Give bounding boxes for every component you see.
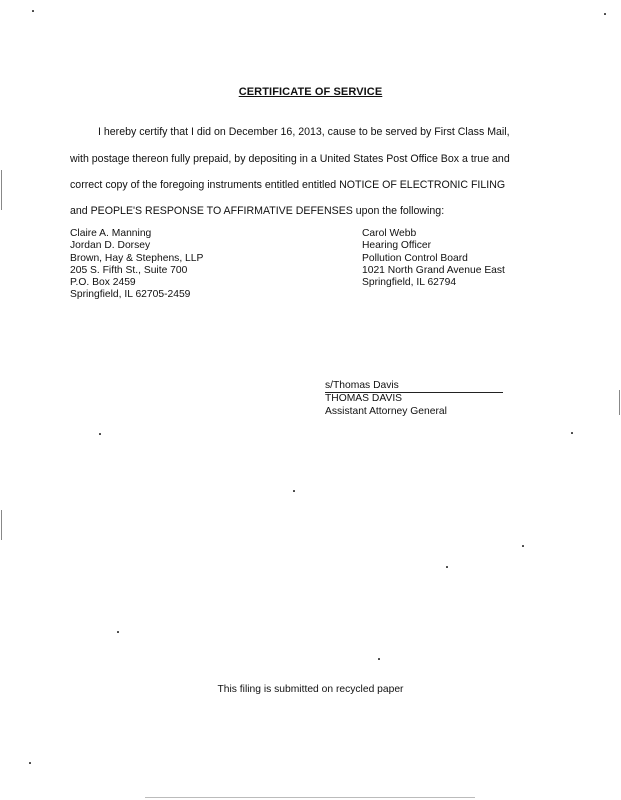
scan-speck — [32, 10, 34, 12]
recipient-left-line-3: Brown, Hay & Stephens, LLP — [70, 252, 204, 264]
signature-block — [325, 380, 503, 418]
scan-speck — [571, 432, 573, 434]
scan-edge-mark — [1, 510, 2, 540]
scan-speck — [99, 433, 101, 435]
recipient-right-line-4: 1021 North Grand Avenue East — [362, 264, 505, 276]
recipient-right-address — [362, 228, 505, 289]
recipient-left-address — [70, 228, 203, 302]
signature-line: s/Thomas Davis — [325, 380, 503, 393]
body-line-1: I hereby certify that I did on December 16, 2013, cause to be served by First Class Mail, — [98, 126, 510, 138]
scan-edge-mark — [1, 170, 2, 210]
recipient-left-line-1: Claire A. Manning — [70, 228, 152, 239]
scan-speck — [446, 566, 448, 568]
scan-speck — [293, 490, 295, 492]
scan-speck — [117, 631, 119, 633]
scan-speck — [29, 762, 31, 764]
body-line-2: with postage thereon fully prepaid, by depositing in a United States Post Office Box a true and — [70, 153, 510, 165]
recipient-left-line-2: Jordan D. Dorsey — [70, 240, 151, 252]
recycled-paper-note: This filing is submitted on recycled paper — [217, 684, 404, 695]
certificate-title: CERTIFICATE OF SERVICE — [238, 86, 383, 98]
signer-name: THOMAS DAVIS — [325, 393, 403, 405]
recipient-left-line-4: 205 S. Fifth St., Suite 700 — [70, 264, 188, 276]
body-line-4: and PEOPLE'S RESPONSE TO AFFIRMATIVE DEFENSES upon the following: — [70, 205, 445, 217]
recipient-right-line-3: Pollution Control Board — [362, 252, 468, 264]
recipient-left-line-6: Springfield, IL 62705-2459 — [70, 289, 191, 301]
recipient-right-line-5: Springfield, IL 62794 — [362, 277, 457, 289]
body-line-3: correct copy of the foregoing instruments entitled entitled NOTICE OF ELECTRONIC FILING — [70, 179, 506, 191]
scan-bottom-edge — [145, 797, 475, 798]
scan-speck — [522, 545, 524, 547]
recipient-right-line-2: Hearing Officer — [362, 240, 432, 252]
scan-edge-mark — [619, 390, 620, 415]
recipient-right-line-1: Carol Webb — [362, 228, 417, 239]
signer-role: Assistant Attorney General — [325, 405, 447, 417]
scan-speck — [378, 658, 380, 660]
recipient-left-line-5: P.O. Box 2459 — [70, 277, 136, 289]
scan-speck — [604, 13, 606, 15]
